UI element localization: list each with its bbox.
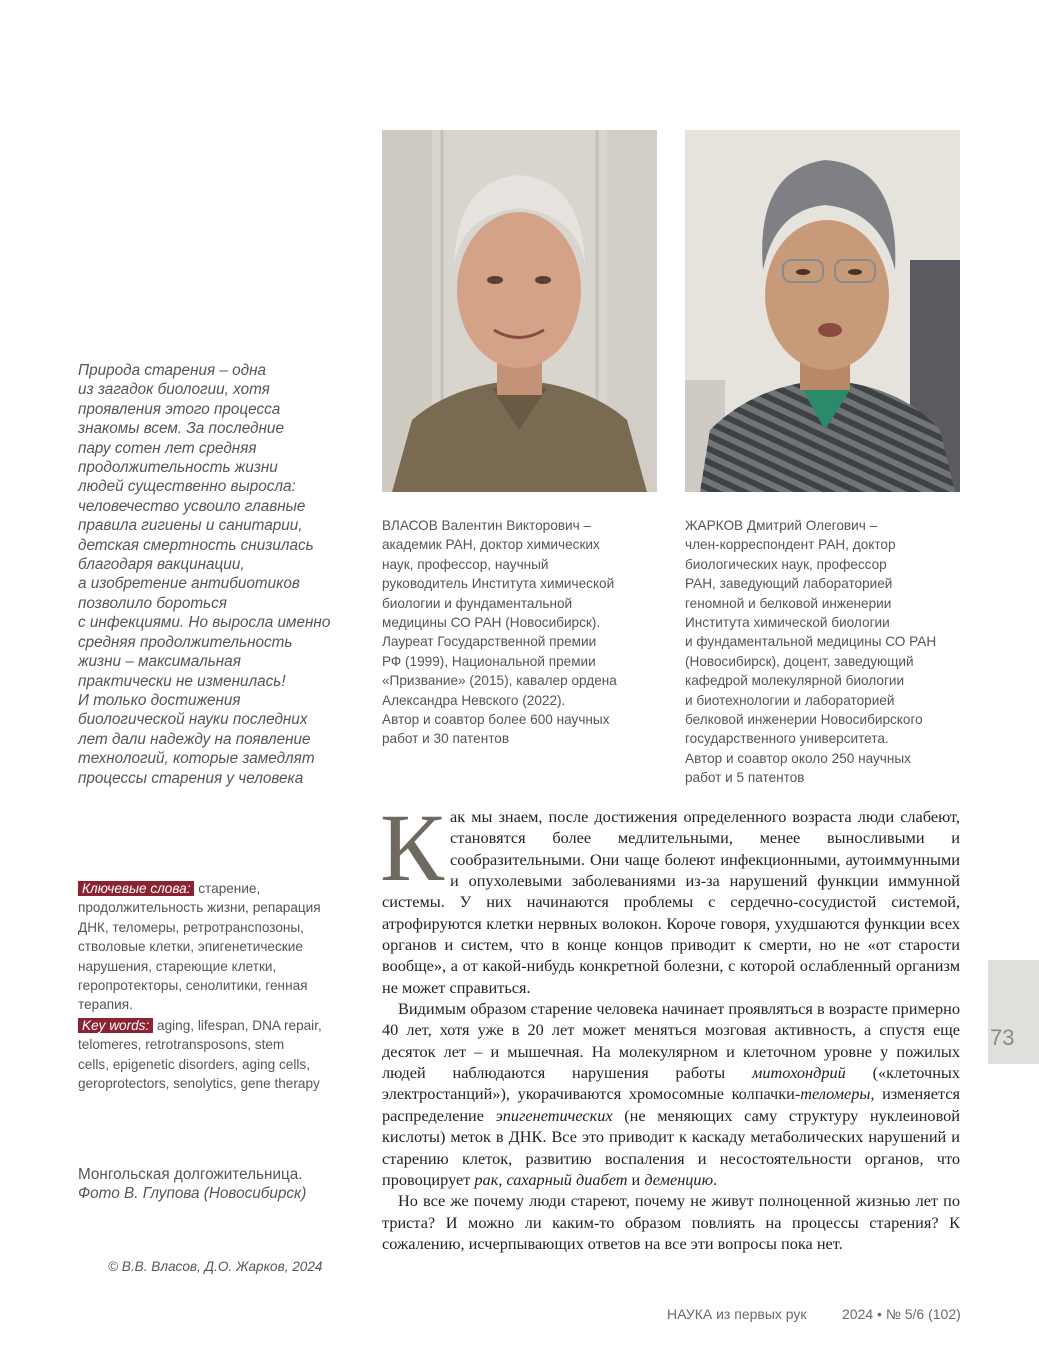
lead-line: а изобретение антибиотиков — [78, 575, 300, 593]
bio-line: медицины СО РАН (Новосибирск). — [382, 615, 601, 631]
bio-line: Лауреат Государственной премии — [382, 634, 597, 650]
lead-line: пару сотен лет средняя — [78, 439, 257, 457]
lead-line: проявления этого процесса — [78, 400, 281, 418]
bio-line: биологических наук, профессор — [685, 556, 887, 572]
keywords-en-label: Key words: — [78, 1018, 153, 1033]
lead-line: технологий, которые замедлят — [78, 750, 315, 768]
bio-line: РФ (1999), Национальной премии — [382, 653, 596, 669]
text-segment: Видимым образом старение человека начинает проявляться в возрасте примерно 40 лет, хотя уже в 20 лет может меняться мозговая активность, а спустя еще десяток лет – и мышечная. На молекулярном и клеточном уровне у пожилых людей наблюдаются нарушения работы — [382, 999, 960, 1083]
keywords-en-first: aging, lifespan, DNA repair, — [153, 1018, 322, 1033]
bio-line: наук, профессор, научный — [382, 556, 549, 572]
bio-line: академик РАН, доктор химических — [382, 537, 600, 553]
keyword-line: терапия. — [78, 997, 133, 1013]
keyword-line: геропротекторы, сенолитики, генная — [78, 978, 308, 994]
keyword-line: стволовые клетки, эпигенетические — [78, 939, 303, 955]
bio-line: белковой инженерии Новосибирского — [685, 712, 923, 728]
lead-line: продолжительность жизни — [78, 459, 278, 477]
lead-line: средняя продолжительность — [78, 633, 293, 651]
text-segment: , изменяется распределение — [382, 1084, 960, 1125]
bio-line: кафедрой молекулярной биологии — [685, 673, 905, 689]
bio-line: биологии и фундаментальной — [382, 595, 573, 611]
lead-line: процессы старения у человека — [78, 769, 304, 787]
photo-caption — [78, 1165, 368, 1204]
photo-caption-credit: Фото В. Глупова (Новосибирск) — [78, 1185, 307, 1203]
keywords-ru-first: старение, — [194, 881, 261, 896]
bio-line: Автор и соавтор около 250 научных — [685, 750, 911, 766]
italic-term: митохондрий — [751, 1063, 846, 1083]
lead-line: детская смертность снизилась — [78, 536, 314, 554]
lead-line: с инфекциями. Но выросла именно — [78, 614, 331, 632]
bio-line: государственного университета. — [685, 731, 889, 747]
article-paragraph-1-text: ак мы знаем, после достижения определенного возраста люди слабеют, становятся более медлительными, менее выносливыми и сообразительными. Они чаще болеют инфекционными, аутоиммунными и опухолевыми заболеваниями из-за нарушений функции иммунной системы. У них начинаются проблемы с сердечно-сосудистой системой, атрофируются клетки нервных волокон. Короче говоря, ухудшаются функции всех органов и систем, что в конце концов приводит к смерти, но не «от старости вообще», а от какой-нибудь конкретной болезни, с которой ослабленный организм не может справиться. — [382, 807, 960, 997]
lead-line: биологической науки последних — [78, 711, 308, 729]
text-segment: («клеточных электростанций»), укорачиваются хромосомные колпачки- — [382, 1063, 961, 1104]
footer-journal: НАУКА из первых рук — [667, 1306, 807, 1322]
bio-line: ЖАРКОВ Дмитрий Олегович – — [685, 518, 878, 533]
lead-line: благодаря вакцинации, — [78, 556, 245, 574]
bio-line: и фундаментальной медицины СО РАН — [685, 634, 937, 650]
keyword-line: нарушения, стареющие клетки, — [78, 958, 277, 974]
bio-line: член-корреспондент РАН, доктор — [685, 537, 896, 553]
text-segment: (не меняющих саму структуру нуклеиновой кислоты) меток в ДНК. Все это приводит к каскаду метаболических нарушений и старению клеток, развитию воспаления и несостоятельности органов, что провоцирует — [382, 1105, 960, 1189]
lead-line: человечество усвоило главные — [78, 497, 306, 515]
lead-line: практически не изменилась! — [78, 672, 286, 690]
keyword-line: telomeres, retrotransposons, stem — [78, 1037, 285, 1053]
keywords-en — [78, 1016, 360, 1094]
lead-line: правила гигиены и санитарии, — [78, 517, 303, 535]
author-bio-vlasov — [382, 516, 657, 749]
keyword-line: ДНК, теломеры, ретротранспозоны, — [78, 919, 304, 935]
bio-line: работ и 30 патентов — [382, 731, 510, 747]
italic-term: рак — [474, 1169, 499, 1189]
bio-line: Александра Невского (2022). — [382, 692, 566, 708]
italic-term: эпигенетических — [495, 1105, 613, 1125]
text-segment: и — [627, 1169, 645, 1189]
author-bio-zharkov — [685, 516, 970, 788]
bio-line: «Призвание» (2015), кавалер ордена — [382, 673, 617, 689]
text-segment: , — [498, 1169, 507, 1189]
bio-line: ВЛАСОВ Валентин Викторович – — [382, 518, 592, 533]
lead-paragraph — [78, 361, 363, 788]
bio-line: РАН, заведующий лабораторией — [685, 576, 893, 592]
keyword-line: продолжительность жизни, репарация — [78, 900, 321, 916]
lead-line: людей существенно выросла: — [78, 478, 296, 496]
bio-line: работ и 5 патентов — [685, 770, 805, 786]
article-paragraph-1 — [380, 794, 960, 998]
article-body — [380, 794, 961, 1254]
bio-line: (Новосибирск), доцент, заведующий — [685, 653, 914, 669]
lead-line: Природа старения – одна — [78, 362, 267, 379]
text-segment: . — [713, 1169, 718, 1189]
lead-line: И только достижения — [78, 691, 241, 709]
lead-line: знакомы всем. За последние — [78, 420, 284, 438]
italic-term: теломеры — [800, 1084, 871, 1104]
bio-line: геномной и белковой инженерии — [685, 595, 892, 611]
copyright: © В.В. Власов, Д.О. Жарков, 2024 — [108, 1259, 323, 1274]
keyword-line: geroprotectors, senolytics, gene therapy — [78, 1076, 320, 1092]
footer-issue: 2024 • № 5/6 (102) — [842, 1306, 961, 1322]
bio-line: и биотехнологии и лабораторией — [685, 692, 895, 708]
lead-line: жизни – максимальная — [78, 653, 241, 671]
keywords-ru-label: Ключевые слова: — [78, 881, 194, 896]
keyword-line: cells, epigenetic disorders, aging cells, — [78, 1056, 310, 1072]
portrait-photo-vlasov — [382, 130, 657, 492]
keywords-ru — [78, 879, 360, 1015]
article-paragraph-2 — [382, 998, 960, 1190]
lead-line: позволило бороться — [78, 594, 227, 612]
bio-line: руководитель Института химической — [382, 576, 615, 592]
lead-line: из загадок биологии, хотя — [78, 381, 270, 399]
bio-line: Автор и соавтор более 600 научных — [382, 712, 610, 728]
bio-line: Института химической биологии — [685, 615, 890, 631]
lead-line: лет дали надежду на появление — [78, 730, 311, 748]
italic-term: сахарный диабет — [506, 1169, 628, 1189]
dropcap: К — [380, 794, 445, 901]
italic-term: деменцию — [644, 1169, 714, 1189]
article-paragraph-3: Но все же почему люди стареют, почему не живут полноценной жизнью лет по триста? И можно ли каким-то образом повлиять на процессы старения? К сожалению, исчерпывающих ответов на все эти вопросы пока нет. — [382, 1191, 960, 1253]
page-number: 73 — [990, 1025, 1015, 1050]
portrait-photo-zharkov — [685, 130, 960, 492]
photo-caption-title: Монгольская долгожительница. — [78, 1166, 303, 1183]
